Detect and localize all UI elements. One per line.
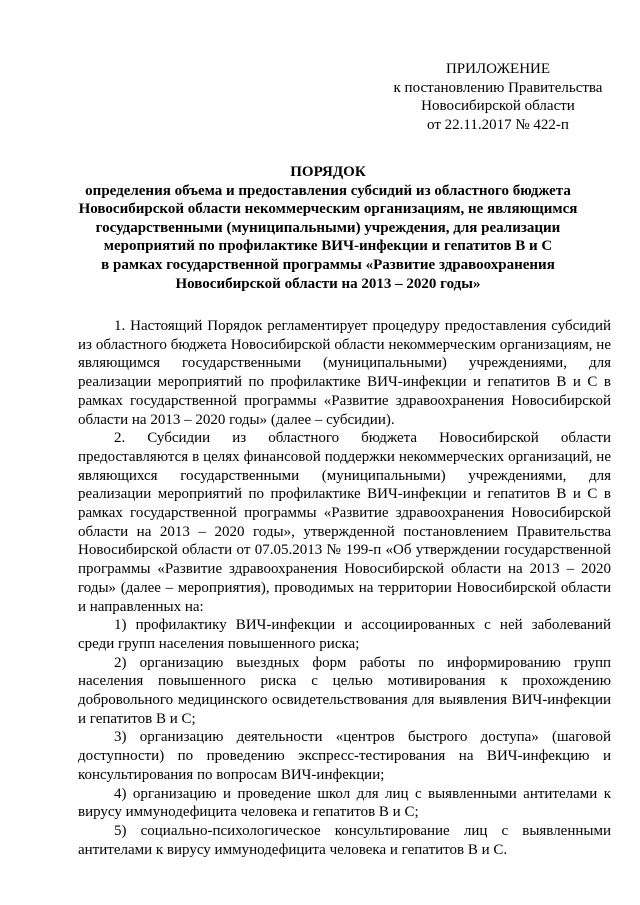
title-line: мероприятий по профилактике ВИЧ-инфекции и гепатитов В и С bbox=[103, 238, 553, 255]
document-body bbox=[78, 317, 611, 859]
list-item-1: 1) профилактику ВИЧ-инфекции и ассоциированных с ней заболеваний среди групп населения повышенного риска; bbox=[78, 617, 611, 652]
list-item-4: 4) организацию и проведение школ для лиц с выявленными антителами к вирусу иммунодефицита человека и гепатитов В и С; bbox=[78, 785, 611, 821]
title-line: определения объема и предоставления субсидий из областного бюджета bbox=[85, 182, 571, 199]
header-appendix-label: ПРИЛОЖЕНИЕ bbox=[445, 61, 551, 77]
title-line: государственными (муниципальными) учреждения, для реализации bbox=[95, 219, 561, 236]
document-title bbox=[40, 163, 616, 293]
title-line: Новосибирской области некоммерческим организациям, не являющимся bbox=[78, 201, 578, 218]
header-region: Новосибирской области bbox=[421, 98, 575, 115]
title-line: Новосибирской области на 2013 – 2020 годы» bbox=[175, 275, 481, 292]
title-heading: ПОРЯДОК bbox=[290, 164, 366, 180]
list-item-2: 2) организацию выездных форм работы по информированию групп населения повышенного риска с целью мотивирования к прохождению добровольного медицинского освидетельствования для выявления ВИЧ-инфекции и гепатитов В и С; bbox=[78, 654, 611, 727]
paragraph-2: 2. Субсидии из областного бюджета Новосибирской области предоставляются в целях финансовой поддержки некоммерческих организаций, не являющихся государственными (муниципальными) учреждениями, для реализации мероприятий по профилактике ВИЧ-инфекции и гепатитов В и С в рамках государственной программы «Развитие здравоохранения Новосибирской области на 2013 – 2020 годы», утвержденной постановлением Правительства Новосибирской области от 07.05.2013 № 199-п «Об утверждении государственной программы «Развитие здравоохранения Новосибирской области на 2013 – 2020 годы» (далее – мероприятия), проводимых на территории Новосибирской области и направленных на: bbox=[78, 430, 611, 615]
header-resolution-ref: к постановлению Правительства bbox=[393, 79, 603, 96]
header-date-number: от 22.11.2017 № 422-п bbox=[427, 116, 569, 133]
paragraph-1: 1. Настоящий Порядок регламентирует процедуру предоставления субсидий из областного бюджета Новосибирской области некоммерческим организациям, не являющимся государственными (муниципальными) учреждениями, для реализации мероприятий по профилактике ВИЧ-инфекции и гепатитов В и С в рамках государственной программы «Развитие здравоохранения Новосибирской области на 2013 – 2020 годы» (далее – субсидии). bbox=[78, 318, 611, 428]
list-item-5: 5) социально-психологическое консультирование лиц с выявленными антителами к вирусу иммунодефицита человека и гепатитов В и С. bbox=[78, 822, 611, 858]
approval-header bbox=[388, 60, 608, 134]
title-line: в рамках государственной программы «Развитие здравоохранения bbox=[101, 256, 555, 273]
list-item-3: 3) организацию деятельности «центров быстрого доступа» (шаговой доступности) по проведению экспресс-тестирования на ВИЧ-инфекцию и консультирования по вопросам ВИЧ-инфекции; bbox=[78, 729, 611, 783]
